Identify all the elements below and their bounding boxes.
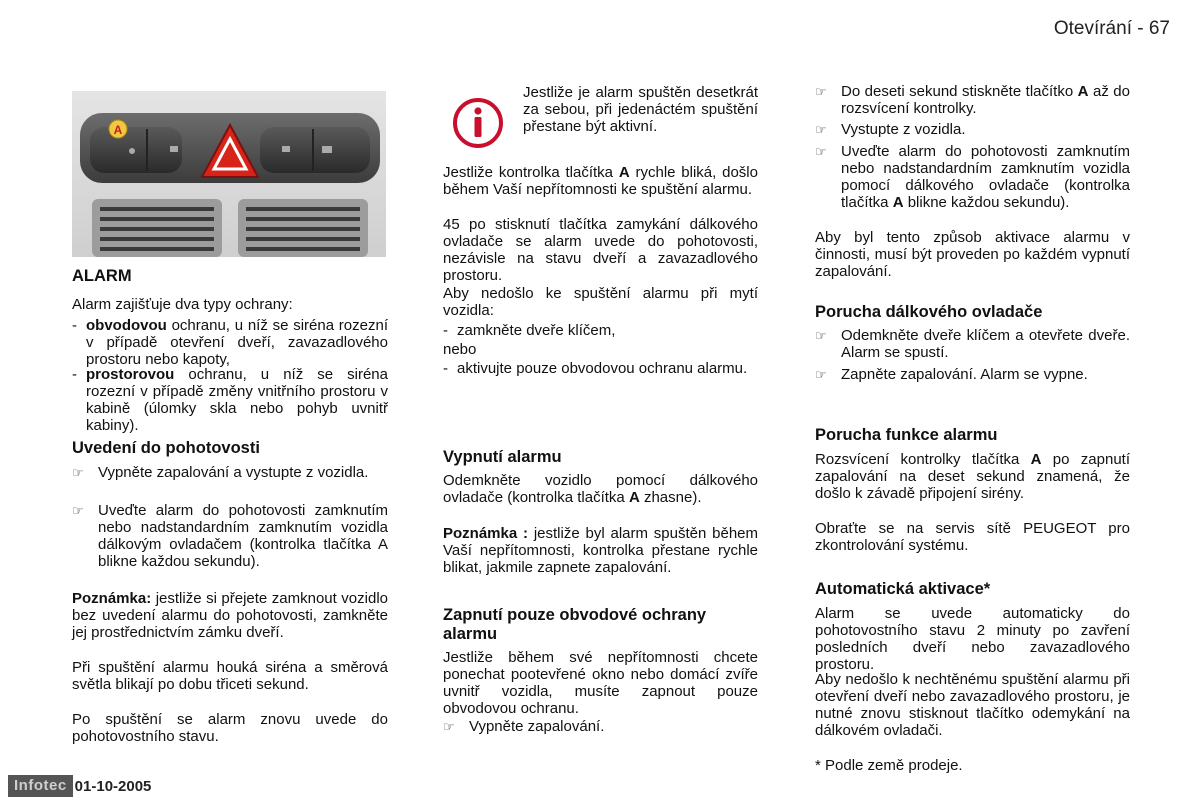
blink-paragraph (443, 164, 758, 198)
section-title-alarm-fault: Porucha funkce alarmu (815, 426, 998, 444)
text-part: Jestliže kontrolka tlačítka (443, 164, 619, 181)
text-part: Do deseti sekund stiskněte tlačítko (841, 83, 1078, 100)
section-title-perimeter: Zapnutí pouze obvodové ochrany alarmu (443, 606, 707, 643)
section-title-remote-fault: Porucha dálkového ovladače (815, 303, 1043, 321)
text-part: Odemkněte vozidlo pomocí dálkového ovladače (kontrolka tlačítka (443, 472, 758, 506)
finger-pointer-icon: ☞ (815, 367, 827, 382)
step-text: Vypněte zapalování a vystupte z vozidla. (98, 464, 369, 481)
key-label: A (1030, 451, 1042, 468)
list-item (443, 718, 758, 735)
note-label: Poznámka: (72, 590, 152, 607)
list-item (815, 121, 1130, 138)
list-item (72, 464, 388, 481)
page-title: Otevírání - 67 (1053, 18, 1170, 39)
brand-logo: Infotec (8, 775, 73, 797)
key-label: A (618, 164, 630, 181)
text-part: až do rozsvícení kontrolky. (841, 83, 1130, 117)
avoid-paragraph: Aby nedošlo ke spuštění alarmu při mytí vozidla: (443, 285, 758, 319)
finger-pointer-icon: ☞ (72, 465, 84, 480)
step-text: Zapněte zapalování. Alarm se vypne. (841, 366, 1088, 383)
info-warning-icon (452, 97, 504, 149)
disarm-paragraph (443, 472, 758, 506)
key-label: A (892, 194, 904, 211)
list-item (815, 327, 1130, 361)
dashboard-photo (72, 91, 386, 257)
service-paragraph: Obraťte se na servis sítě PEUGEOT pro zkontrolování systému. (815, 520, 1130, 554)
step-text: Odemkněte dveře klíčem a otevřete dveře. Alarm se spustí. (841, 327, 1130, 361)
note-paragraph (72, 590, 388, 641)
siren-paragraph: Při spuštění alarmu houká siréna a směrová světla blikají po dobu třiceti sekund. (72, 659, 388, 693)
text-part: po zapnutí zapalování na deset sekund znamená, že došlo k závadě připojení sirény. (815, 451, 1130, 502)
text-part: rychle bliká, došlo během Vaší nepřítomnosti ke spuštění alarmu. (443, 164, 758, 198)
finger-pointer-icon: ☞ (72, 503, 84, 518)
protection-term: obvodovou (86, 317, 167, 334)
option-text: zamkněte dveře klíčem, (457, 322, 616, 339)
footnote: * Podle země prodeje. (815, 757, 963, 774)
delay-paragraph: 45 po stisknutí tlačítka zamykání dálkového ovladače se alarm uvede do pohotovosti, nezávisle na stavu dveří a zavazadlového prostoru. (443, 216, 758, 284)
note2-paragraph (443, 525, 758, 576)
auto-paragraph-1: Alarm se uvede automaticky do pohotovostního stavu 2 minuty po zavření posledních dveří nebo zavazadlového prostoru. (815, 605, 1130, 673)
rearm-paragraph: Po spuštění se alarm znovu uvede do pohotovostního stavu. (72, 711, 388, 745)
auto-paragraph-2: Aby nedošlo k nechtěnému spuštění alarmu při otevření dveří nebo zavazadlového prostoru, je nutné znovu stisknout tlačítko odemykání na dálkovém ovladači. (815, 671, 1130, 739)
list-item: - obvodovou ochranu, u níž se siréna rozezní v případě otevření dveří, zavazadlového prostoru nebo kapoty, (72, 317, 388, 368)
list-item (815, 366, 1130, 383)
finger-pointer-icon: ☞ (443, 719, 455, 734)
perimeter-paragraph: Jestliže během své nepřítomnosti chcete ponechat pootevřené okno nebo domácí zvíře uvnitř vozidla, musíte zapnout pouze obvodovou ochranu. (443, 649, 758, 717)
finger-pointer-icon: ☞ (815, 84, 827, 99)
warning-paragraph: Jestliže je alarm spuštěn desetkrát za sebou, při jedenáctém spuštění přestane být aktivní. (523, 84, 758, 135)
protection-text: ochranu, u níž se siréna rozezní v případě změny vnitřního prostoru v kabině (úlomky skla nebo pohyb uvnitř kabiny). (86, 366, 388, 434)
list-item: - aktivujte pouze obvodovou ochranu alarmu. (443, 360, 758, 377)
list-item (72, 502, 388, 570)
step-text: Vypněte zapalování. (469, 718, 605, 735)
alarm-intro: Alarm zajišťuje dva typy ochrany: (72, 296, 293, 313)
section-title-auto: Automatická aktivace* (815, 580, 991, 598)
photo-button-label: A (113, 123, 123, 137)
key-label: A (1077, 83, 1089, 100)
list-item: - prostorovou ochranu, u níž se siréna rozezní v případě změny vnitřního prostoru v kabině (úlomky skla nebo pohyb uvnitř kabiny). (72, 366, 388, 434)
footer (8, 775, 151, 797)
text-part: blikne každou sekundu). (903, 194, 1070, 211)
fault-paragraph (815, 451, 1130, 502)
key-label: A (628, 489, 640, 506)
step-text: Uveďte alarm do pohotovosti zamknutím nebo nadstandardním zamknutím vozidla dálkovým ovladačem (kontrolka tlačítka A blikne každou sekundu). (98, 502, 388, 570)
step-text: Vystupte z vozidla. (841, 121, 966, 138)
print-date: 01-10-2005 (74, 777, 152, 795)
repeat-paragraph: Aby byl tento způsob aktivace alarmu v činnosti, musí být proveden po každém vypnutí zapalování. (815, 229, 1130, 280)
text-part: zhasne). (639, 489, 702, 506)
finger-pointer-icon: ☞ (815, 328, 827, 343)
section-title-arm: Uvedení do pohotovosti (72, 439, 260, 457)
note-text: jestliže byl alarm spuštěn během Vaší nepřítomnosti, kontrolka přestane rychle blikat, jakmile zapnete zapalování. (443, 525, 759, 576)
note-label: Poznámka : (443, 525, 529, 542)
text-part: Uveďte alarm do pohotovosti zamknutím nebo nadstandardním zamknutím vozidla pomocí dálkového ovladače (kontrolka tlačítka (841, 143, 1130, 211)
option-text: aktivujte pouze obvodovou ochranu alarmu. (457, 360, 748, 377)
finger-pointer-icon: ☞ (815, 122, 827, 137)
list-item (815, 83, 1130, 117)
section-title-disarm: Vypnutí alarmu (443, 448, 562, 466)
list-item (815, 143, 1130, 211)
text-part: Rozsvícení kontrolky tlačítka (815, 451, 1031, 468)
protection-text: ochranu, u níž se siréna rozezní v případě otevření dveří, zavazadlového prostoru nebo kapoty, (86, 317, 388, 368)
finger-pointer-icon: ☞ (815, 144, 827, 159)
section-title-alarm: ALARM (72, 267, 132, 285)
or-text: nebo (443, 341, 477, 358)
protection-term: prostorovou (86, 366, 175, 383)
list-item: - zamkněte dveře klíčem, (443, 322, 758, 339)
note-text: jestliže si přejete zamknout vozidlo bez uvedení alarmu do pohotovosti, zamkněte jej prostřednictvím zámku dveří. (72, 590, 388, 641)
